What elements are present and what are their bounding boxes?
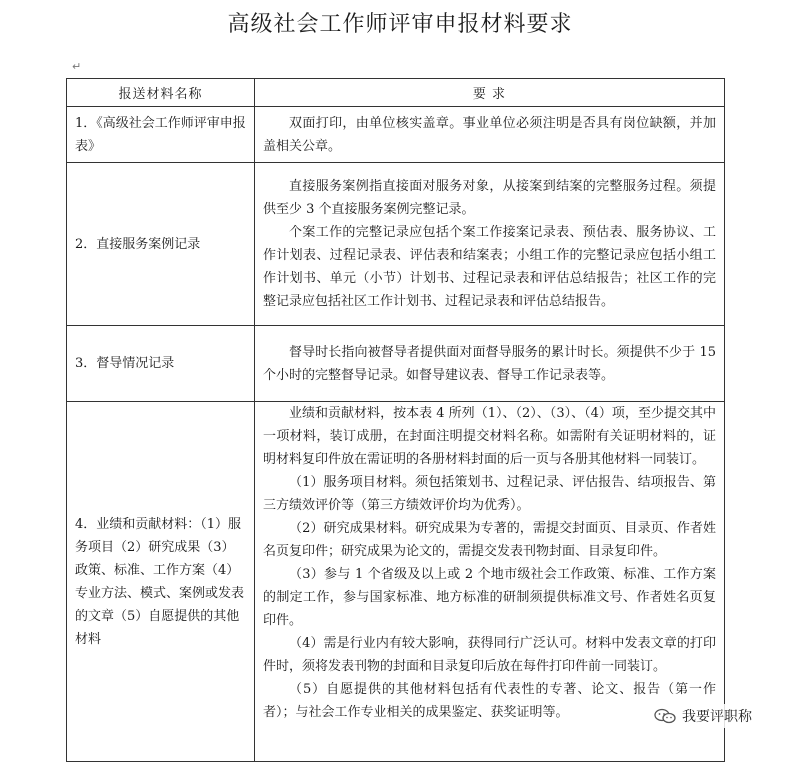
wechat-icon [654, 708, 676, 724]
requirement-text: （1）服务项目材料。须包括策划书、过程记录、评估报告、结项报告、第三方绩效评价等（第三方绩效评价均为优秀）。 [263, 475, 716, 513]
table-row [67, 402, 725, 762]
header-material-name: 报送材料名称 [67, 79, 255, 107]
requirements-table [66, 78, 725, 762]
requirement-text: 直接服务案例指直接面对服务对象，从接案到结案的完整服务过程。须提供至少 3 个直接服务案例完整记录。 [263, 179, 716, 217]
material-name: 3．督导情况记录 [67, 326, 255, 402]
material-name: 4．业绩和贡献材料：（1）服务项目（2）研究成果（3）政策、标准、工作方案（4）专业方法、模式、案例或发表的文章（5）自愿提供的其他材料 [67, 402, 255, 762]
watermark [648, 704, 758, 728]
requirement-text: 个案工作的完整记录应包括个案工作接案记录表、预估表、服务协议、工作计划表、过程记录表、评估表和结案表；小组工作的完整记录应包括小组工作计划书、单元（小节）计划书、过程记录表和评估总结报告；社区工作的完整记录应包括社区工作计划书、过程记录表和评估总结报告。 [263, 225, 716, 309]
requirement-cell [255, 163, 725, 326]
header-requirements: 要 求 [255, 79, 725, 107]
paragraph-mark: ↵ [72, 60, 82, 73]
table-row [67, 163, 725, 326]
requirement-text: （3）参与 1 个省级及以上或 2 个地市级社会工作政策、标准、工作方案的制定工作，参与国家标准、地方标准的研制须提供标准文号、作者姓名页复印件。 [263, 567, 716, 628]
table-header-row [67, 79, 725, 107]
requirement-cell [255, 107, 725, 163]
requirement-text: （4）需是行业内有较大影响，获得同行广泛认可。材料中发表文章的打印件时，须将发表刊物的封面和目录复印后放在每件打印件前一同装订。 [263, 636, 716, 674]
material-name: 1．《高级社会工作师评审申报表》 [67, 107, 255, 163]
page-title: 高级社会工作师评审申报材料要求 [227, 12, 573, 37]
watermark-text: 我要评职称 [682, 709, 752, 725]
requirement-cell [255, 326, 725, 402]
table-row [67, 326, 725, 402]
requirement-text: 双面打印，由单位核实盖章。事业单位必须注明是否具有岗位缺额，并加盖相关公章。 [263, 115, 716, 154]
material-name: 2．直接服务案例记录 [67, 163, 255, 326]
requirement-text: 督导时长指向被督导者提供面对面督导服务的累计时长。须提供不少于 15 个小时的完整督导记录。如督导建议表、督导工作记录表等。 [263, 344, 716, 383]
requirement-text: （2）研究成果材料。研究成果为专著的，需提交封面页、目录页、作者姓名页复印件；研究成果为论文的，需提交发表刊物封面、目录复印件。 [263, 521, 716, 559]
table-row [67, 107, 725, 163]
requirement-text: 业绩和贡献材料，按本表 4 所列（1）、（2）、（3）、（4）项，至少提交其中一项材料，装订成册，在封面注明提交材料名称。如需附有关证明材料的，证明材料复印件放在需证明的各册材料封面的后一页与各册其他材料一同装订。 [263, 406, 716, 467]
requirement-text: （5）自愿提供的其他材料包括有代表性的专著、论文、报告（第一作者）；与社会工作专业相关的成果鉴定、获奖证明等。 [263, 682, 716, 720]
